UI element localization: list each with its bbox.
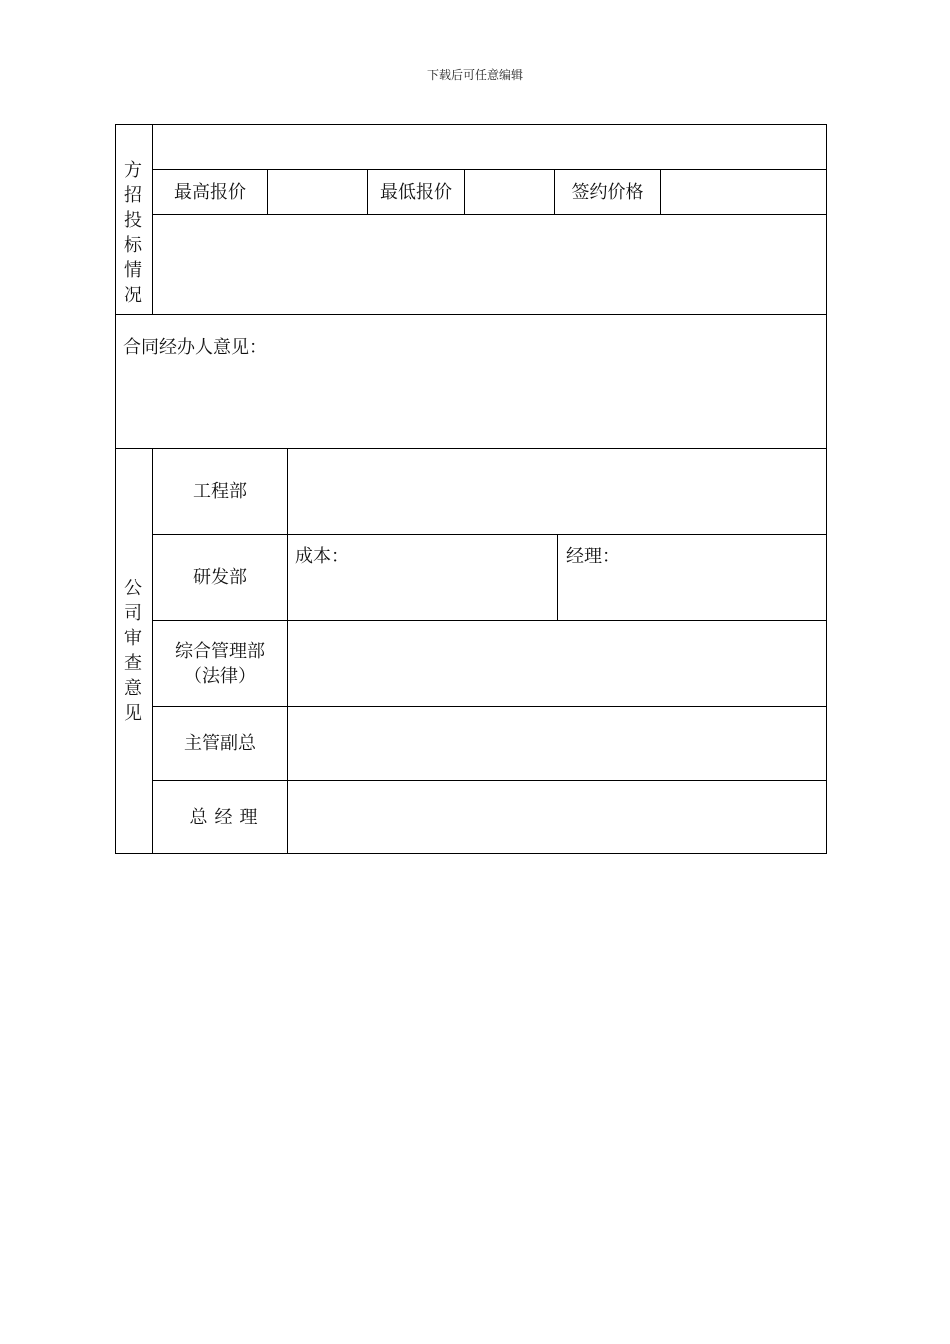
handler-opinion-field[interactable] [116,365,826,447]
bidding-side-label [115,158,151,308]
contract-price-label: 签约价格 [571,181,644,203]
rd-dept-label: 研发部 [193,567,247,588]
rd-cost-field[interactable] [288,572,556,619]
lowest-price-label: 最低报价 [380,181,452,203]
admin-dept-label-line2: （法律） [184,665,256,687]
admin-dept-field[interactable] [288,621,826,706]
divider [115,314,827,315]
vp-field[interactable] [288,707,826,780]
bidding-notes-field[interactable] [153,215,826,314]
vp-label: 主管副总 [184,733,256,754]
contract-price-field[interactable] [661,170,827,214]
highest-price-label: 最高报价 [174,181,246,203]
rd-manager-field[interactable] [558,572,826,619]
bidding-side-label-text: 方 招 投 标 情 况 [124,160,142,306]
engineering-dept-label: 工程部 [193,481,247,502]
header-note: 下载后可任意编辑 [426,68,523,82]
bidding-top-field[interactable] [153,125,826,169]
lowest-price-field[interactable] [465,170,554,214]
rd-manager-label: 经理： [566,546,620,567]
admin-dept-label-line1: 综合管理部 [175,640,265,662]
admin-dept-label [153,621,287,706]
company-review-side-label-text: 公 司 审 查 意 见 [124,578,142,724]
general-manager-field[interactable] [288,781,826,853]
handler-opinion-label: 合同经办人意见： [123,337,267,358]
company-review-side-label [115,576,151,726]
rd-cost-label: 成本： [295,546,349,567]
highest-price-field[interactable] [268,170,367,214]
general-manager-label: 总经理 [189,807,265,828]
engineering-dept-field[interactable] [288,449,826,534]
